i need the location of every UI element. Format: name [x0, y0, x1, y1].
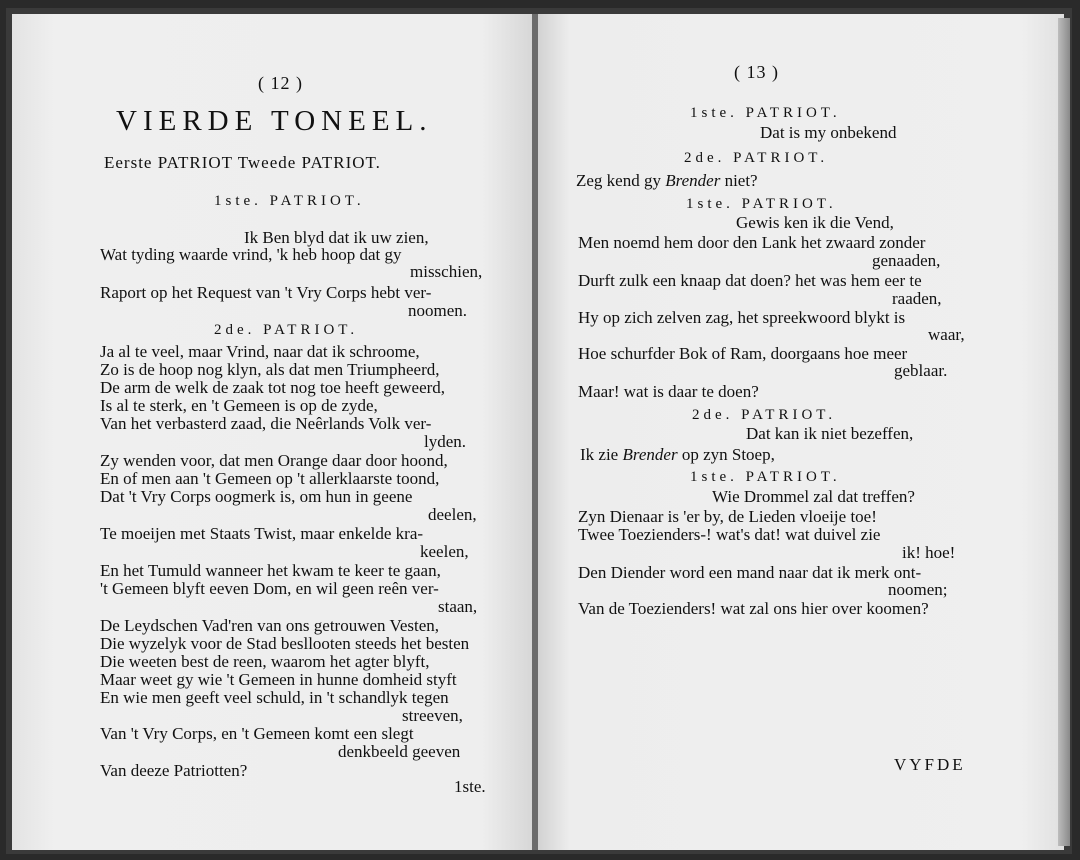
verse-line: De Leydschen Vad'ren van ons getrouwen Vesten,	[100, 616, 440, 635]
verse-line: 't Gemeen blyft eeven Dom, en wil geen reên ver-	[100, 579, 439, 598]
verse-line: Maar weet gy wie 't Gemeen in hunne domheid styft	[100, 670, 457, 689]
verse-line: Men noemd hem door den Lank het zwaard zonder	[578, 233, 926, 252]
speaker-1ste: 1ste. PATRIOT.	[690, 105, 841, 121]
verse-line: Gewis ken ik die Vend,	[736, 213, 894, 232]
verse-line: staan,	[438, 597, 478, 616]
verse-line: En of men aan 't Gemeen op 't allerklaarste toond,	[100, 469, 440, 488]
verse-line: Hoe schurfder Bok of Ram, doorgaans hoe meer	[578, 344, 908, 363]
verse-line: Dat 't Vry Corps oogmerk is, om hun in geene	[100, 487, 413, 506]
verse-line: Den Diender word een mand naar dat ik merk ont-	[578, 563, 922, 582]
verse-line: Durft zulk een knaap dat doen? het was hem eer te	[578, 271, 922, 290]
speaker-1ste: 1ste. PATRIOT.	[686, 196, 837, 212]
page-number-left: ( 12 )	[258, 73, 303, 93]
verse-line: Maar! wat is daar te doen?	[578, 382, 759, 401]
verse-line: noomen;	[888, 580, 948, 599]
verse-line: geblaar.	[894, 361, 948, 380]
speaker-2de: 2de. PATRIOT.	[684, 150, 829, 166]
verse-line: Zeg kend gy Brender niet?	[576, 171, 758, 190]
speaker-2de: 2de. PATRIOT.	[214, 322, 359, 338]
verse-line: misschien,	[410, 262, 483, 281]
verse-line: deelen,	[428, 505, 477, 524]
verse-line: Van het verbasterd zaad, die Neêrlands Volk ver-	[100, 414, 432, 433]
verse-line: De arm de welk de zaak tot nog toe heeft geweerd,	[100, 378, 446, 397]
verse-line: ik! hoe!	[902, 543, 956, 562]
verse-line: Zyn Dienaar is 'er by, de Lieden vloeije toe!	[578, 507, 877, 526]
verse-line: Twee Toezienders-! wat's dat! wat duivel zie	[578, 525, 881, 544]
verse-line: noomen.	[408, 301, 468, 320]
verse-line: Van 't Vry Corps, en 't Gemeen komt een slegt	[100, 724, 414, 743]
verse-line: lyden.	[424, 432, 467, 451]
speaker-2de: 2de. PATRIOT.	[692, 407, 837, 423]
page-number-right: ( 13 )	[734, 62, 779, 82]
verse-line: Ik Ben blyd dat ik uw zien,	[244, 228, 429, 247]
cast-line: Eerste PATRIOT Tweede PATRIOT.	[104, 153, 381, 172]
verse-line: Zo is de hoop nog klyn, als dat men Triumpheerd,	[100, 360, 440, 379]
verse-line: Te moeijen met Staats Twist, maar enkelde kra-	[100, 524, 424, 543]
verse-line: Die wyzelyk voor de Stad besllooten steeds het besten	[100, 634, 470, 653]
verse-line: Van de Toezienders! wat zal ons hier over koomen?	[578, 599, 929, 618]
verse-line: Ja al te veel, maar Vrind, naar dat ik schroome,	[100, 342, 420, 361]
verse-line: genaaden,	[872, 251, 941, 270]
page-edges	[1058, 18, 1070, 846]
verse-line: keelen,	[420, 542, 469, 561]
verse-line: Die weeten best de reen, waarom het agter blyft,	[100, 652, 430, 671]
verse-line: raaden,	[892, 289, 942, 308]
verse-line: Hy op zich zelven zag, het spreekwoord blykt is	[578, 308, 906, 327]
verse-line: Wie Drommel zal dat treffen?	[712, 487, 915, 506]
verse-line: Raport op het Request van 't Vry Corps hebt ver-	[100, 283, 432, 302]
verse-line: En het Tumuld wanneer het kwam te keer te gaan,	[100, 561, 441, 580]
verse-line: Zy wenden voor, dat men Orange daar door hoond,	[100, 451, 448, 470]
catchword-left: 1ste.	[454, 777, 486, 796]
verse-line: Van deeze Patriotten?	[100, 761, 248, 780]
verse-line: streeven,	[402, 706, 463, 725]
verse-line: Is al te sterk, en 't Gemeen is op de zyde,	[100, 396, 378, 415]
catchword-right: VYFDE	[894, 755, 966, 774]
verse-line: Wat tyding waarde vrind, 'k heb hoop dat gy	[100, 245, 402, 264]
verse-line: Dat is my onbekend	[760, 123, 897, 142]
verse-line: denkbeeld geeven	[338, 742, 461, 761]
verse-line: En wie men geeft veel schuld, in 't schandlyk tegen	[100, 688, 449, 707]
speaker-1ste: 1ste. PATRIOT.	[214, 193, 365, 209]
verse-line: waar,	[928, 325, 965, 344]
scene-title: VIERDE TONEEL.	[116, 105, 433, 137]
verse-line: Ik zie Brender op zyn Stoep,	[580, 445, 775, 464]
speaker-1ste: 1ste. PATRIOT.	[690, 469, 841, 485]
verse-line: Dat kan ik niet bezeffen,	[746, 424, 914, 443]
